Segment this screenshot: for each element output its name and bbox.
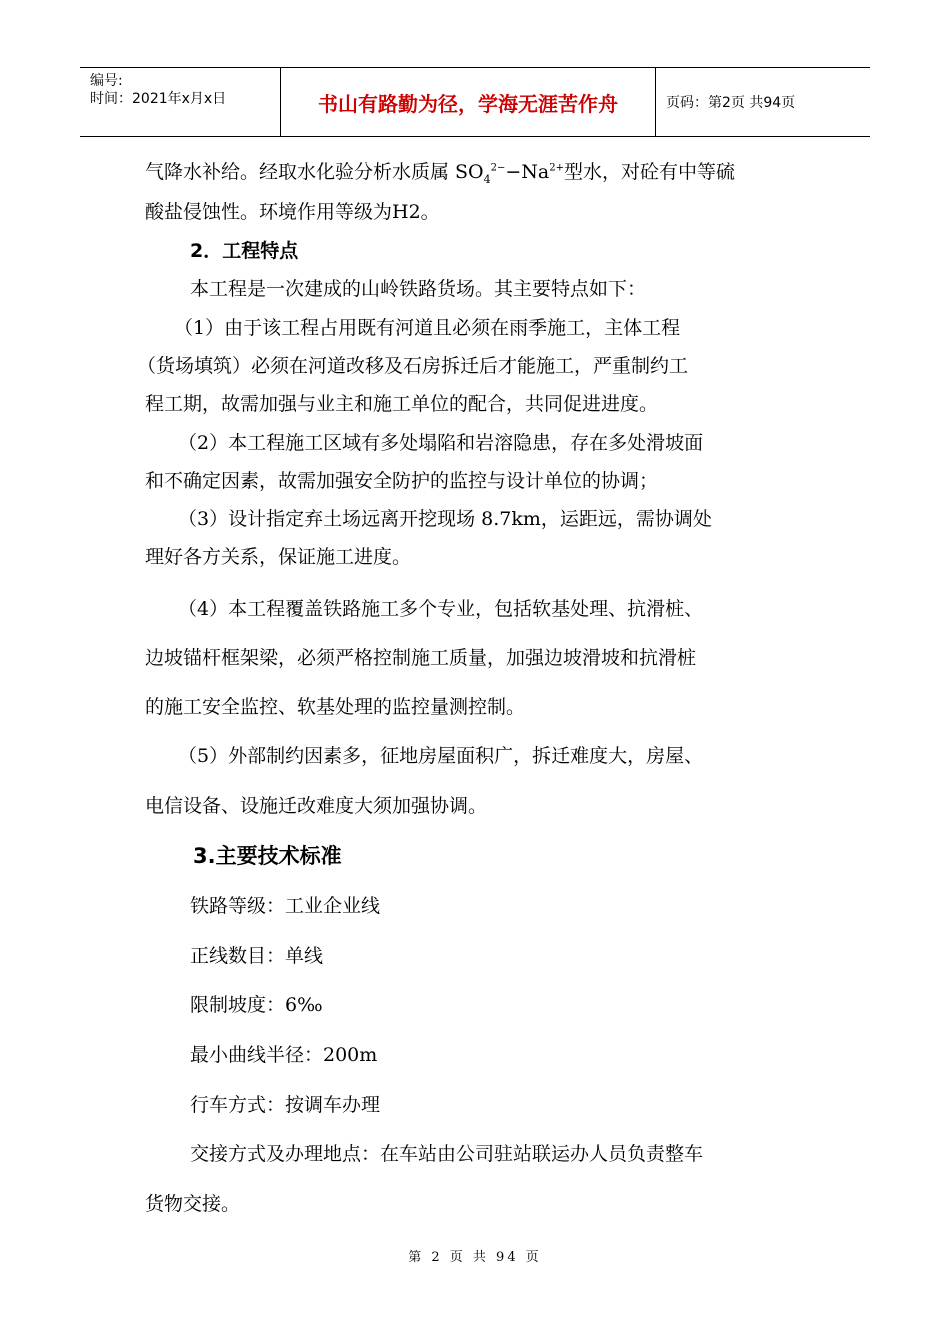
standard-item: 最小曲线半径：200m (190, 1044, 378, 1066)
page-footer: 第 2 页 共 94 页 (408, 1250, 542, 1265)
header-page-info: 页码：第2页 共94页 (666, 95, 796, 111)
list-item-line: 的施工安全监控、软基处理的监控量测控制。 (145, 696, 526, 718)
document-number-label: 编号: (90, 73, 123, 89)
page-header (80, 67, 870, 137)
list-item-line: （4）本工程覆盖铁路施工多个专业，包括软基处理、抗滑桩、 (178, 598, 704, 620)
paragraph-line: 酸盐侵蚀性。环境作用等级为H2。 (145, 201, 440, 223)
list-item-line: （1）由于该工程占用既有河道且必须在雨季施工，主体工程 (174, 317, 681, 339)
list-item-line: （3）设计指定弃土场远离开挖现场 8.7km，运距远，需协调处 (178, 508, 712, 530)
standard-item: 行车方式：按调车办理 (190, 1094, 381, 1116)
list-item-line: 程工期，故需加强与业主和施工单位的配合，共同促进进度。 (145, 393, 659, 415)
header-meta (80, 68, 281, 136)
list-item-line: （2）本工程施工区域有多处塌陷和岩溶隐患，存在多处滑坡面 (178, 432, 704, 454)
paragraph-line: 气降水补给。经取水化验分析水质属 $SO_4^{2-}-Na^{2+}$型水，对砼有中等硫 (145, 161, 736, 186)
list-item-line: 边坡锚杆框架梁，必须严格控制施工质量，加强边坡滑坡和抗滑桩 (145, 647, 697, 669)
standard-item: 限制坡度：6‰ (190, 994, 323, 1016)
standard-item: 正线数目：单线 (190, 945, 324, 967)
section-heading-2: 2．工程特点 (190, 240, 299, 262)
document-date: 时间：2021年x月x日 (90, 91, 227, 107)
standard-item: 货物交接。 (145, 1193, 241, 1215)
list-item-line: 和不确定因素，故需加强安全防护的监控与设计单位的协调； (145, 470, 659, 492)
header-motto-cell (281, 68, 656, 136)
paragraph-line: 本工程是一次建成的山岭铁路货场。其主要特点如下： (190, 278, 647, 300)
standard-item: 交接方式及办理地点：在车站由公司驻站联运办人员负责整车 (190, 1143, 704, 1165)
list-item-line: 理好各方关系，保证施工进度。 (145, 546, 412, 568)
section-heading-3: 3.主要技术标准 (193, 844, 342, 868)
header-motto: 书山有路勤为径，学海无涯苦作舟 (318, 91, 618, 116)
list-item-line: （5）外部制约因素多，征地房屋面积广，拆迁难度大，房屋、 (178, 745, 704, 767)
standard-item: 铁路等级：工业企业线 (190, 895, 381, 917)
list-item-line: 电信设备、设施迁改难度大须加强协调。 (145, 795, 488, 817)
list-item-line: （货场填筑）必须在河道改移及石房拆迁后才能施工，严重制约工 (137, 355, 689, 377)
